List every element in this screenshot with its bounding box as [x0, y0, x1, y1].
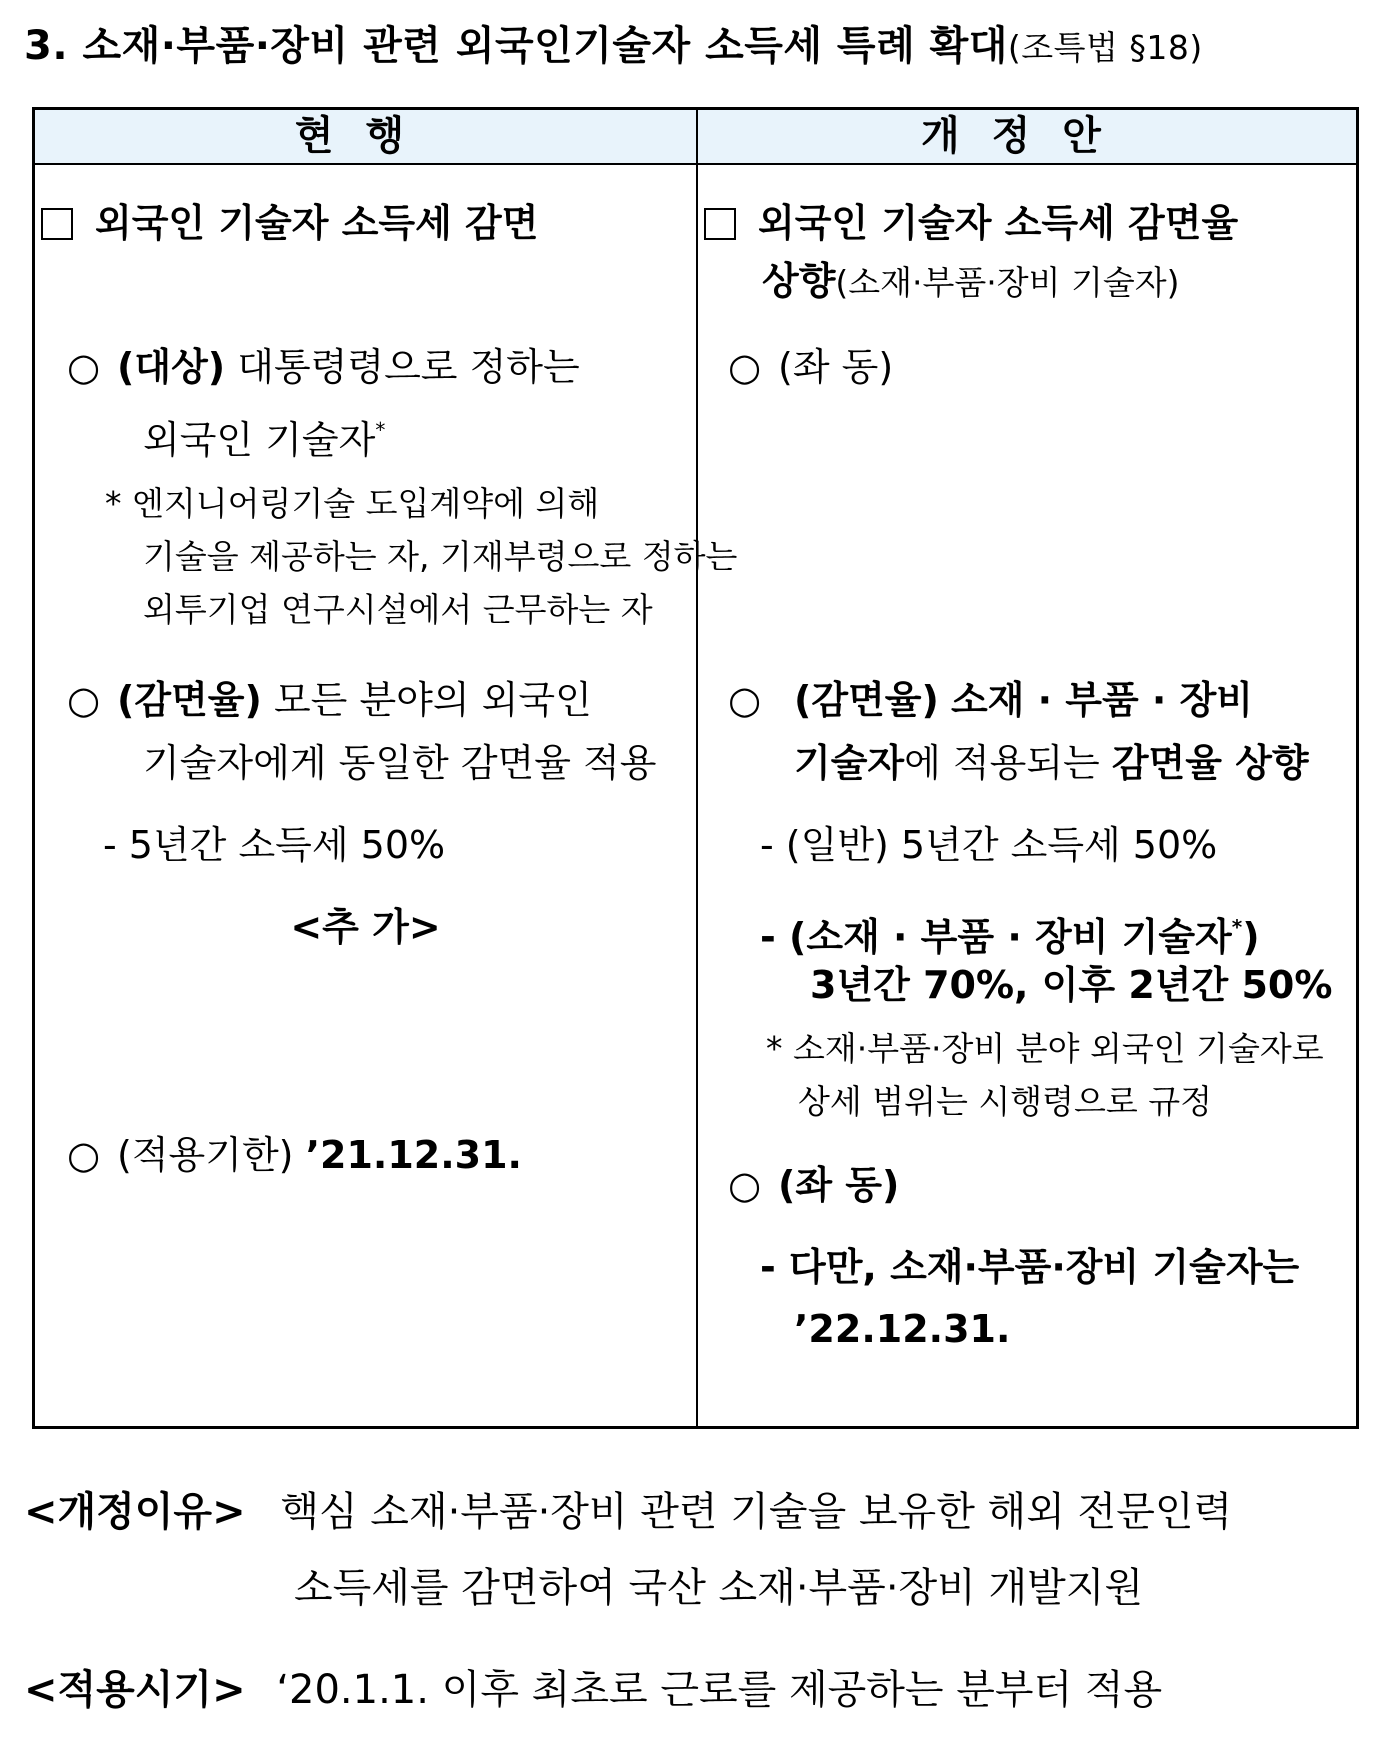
proposed-heading-line2: 상향(소재·부품·장비 기술자) — [762, 259, 1180, 303]
header-current: 현행 — [294, 113, 437, 159]
checkbox-square-icon — [41, 208, 73, 240]
effective-label: <적용시기> — [24, 1667, 246, 1713]
checkbox-square-icon — [704, 208, 736, 240]
reason-label: <개정이유> — [24, 1489, 246, 1535]
current-rate-line2: 기술자에게 동일한 감면율 적용 — [143, 741, 657, 785]
proposed-rate-line2: 기술자에 적용되는 감면율 상향 — [794, 741, 1309, 785]
proposed-deadline-extra-line2: ’22.12.31. — [794, 1307, 1011, 1351]
proposed-special-rate: - (소재 · 부품 · 장비 기술자*) — [760, 915, 1260, 959]
bullet-circle-icon: ○ — [67, 1133, 101, 1177]
current-added-placeholder: <추 가> — [290, 905, 441, 949]
proposed-deadline: ○ (좌 동) — [728, 1155, 899, 1215]
effective-text: ‘20.1.1. 이후 최초로 근로를 제공하는 분부터 적용 — [276, 1667, 1163, 1713]
footnote-asterisk: * — [375, 418, 386, 442]
reason-text-1: 핵심 소재·부품·장비 관련 기술을 보유한 해외 전문인력 — [280, 1489, 1233, 1535]
bullet-circle-icon: ○ — [67, 678, 101, 722]
law-reference: (조특법 §18) — [1007, 28, 1203, 67]
reason-row — [24, 1480, 1232, 1544]
proposed-heading: 외국인 기술자 소득세 감면율 — [704, 193, 1238, 253]
current-column — [35, 165, 738, 1426]
section-title — [24, 14, 1364, 74]
proposed-special-rate-line2: 3년간 70%, 이후 2년간 50% — [810, 963, 1333, 1007]
bullet-circle-icon: ○ — [67, 345, 101, 389]
footnote-asterisk: * — [1231, 915, 1243, 939]
current-heading: 외국인 기술자 소득세 감면 — [41, 193, 538, 253]
proposed-target: ○ (좌 동) — [728, 337, 893, 397]
proposed-general-rate: - (일반) 5년간 소득세 50% — [760, 823, 1218, 867]
bullet-circle-icon: ○ — [728, 678, 762, 722]
section-title-text: 3. 소재·부품·장비 관련 외국인기술자 소득세 특례 확대 — [24, 23, 1008, 69]
current-rate: ○ (감면율) 모든 분야의 외국인 — [67, 670, 592, 730]
comparison-table — [32, 107, 1359, 1429]
current-target-note-3: 외투기업 연구시설에서 근무하는 자 — [143, 590, 653, 629]
header-proposed: 개정안 — [921, 113, 1133, 159]
current-deadline: ○ (적용기한) ’21.12.31. — [67, 1125, 522, 1185]
proposed-note-2: 상세 범위는 시행령으로 규정 — [798, 1082, 1213, 1121]
effective-row — [24, 1658, 1162, 1722]
reason-text-2: 소득세를 감면하여 국산 소재·부품·장비 개발지원 — [294, 1565, 1144, 1611]
current-target-note-1: * 엔지니어링기술 도입계약에 의해 — [105, 484, 600, 523]
current-target-line2: 외국인 기술자* — [143, 418, 386, 462]
proposed-note-1: * 소재·부품·장비 분야 외국인 기술자로 — [766, 1029, 1324, 1068]
current-target-note-2: 기술을 제공하는 자, 기재부령으로 정하는 — [143, 537, 738, 576]
current-rate-detail: - 5년간 소득세 50% — [103, 823, 446, 867]
proposed-deadline-extra: - 다만, 소재·부품·장비 기술자는 — [760, 1245, 1300, 1289]
proposed-rate: ○ (감면율) 소재 · 부품 · 장비 — [728, 670, 1253, 730]
bullet-circle-icon: ○ — [728, 345, 762, 389]
current-target: ○ (대상) 대통령령으로 정하는 — [67, 337, 580, 397]
bullet-circle-icon: ○ — [728, 1163, 762, 1207]
proposed-column — [698, 165, 1356, 1426]
